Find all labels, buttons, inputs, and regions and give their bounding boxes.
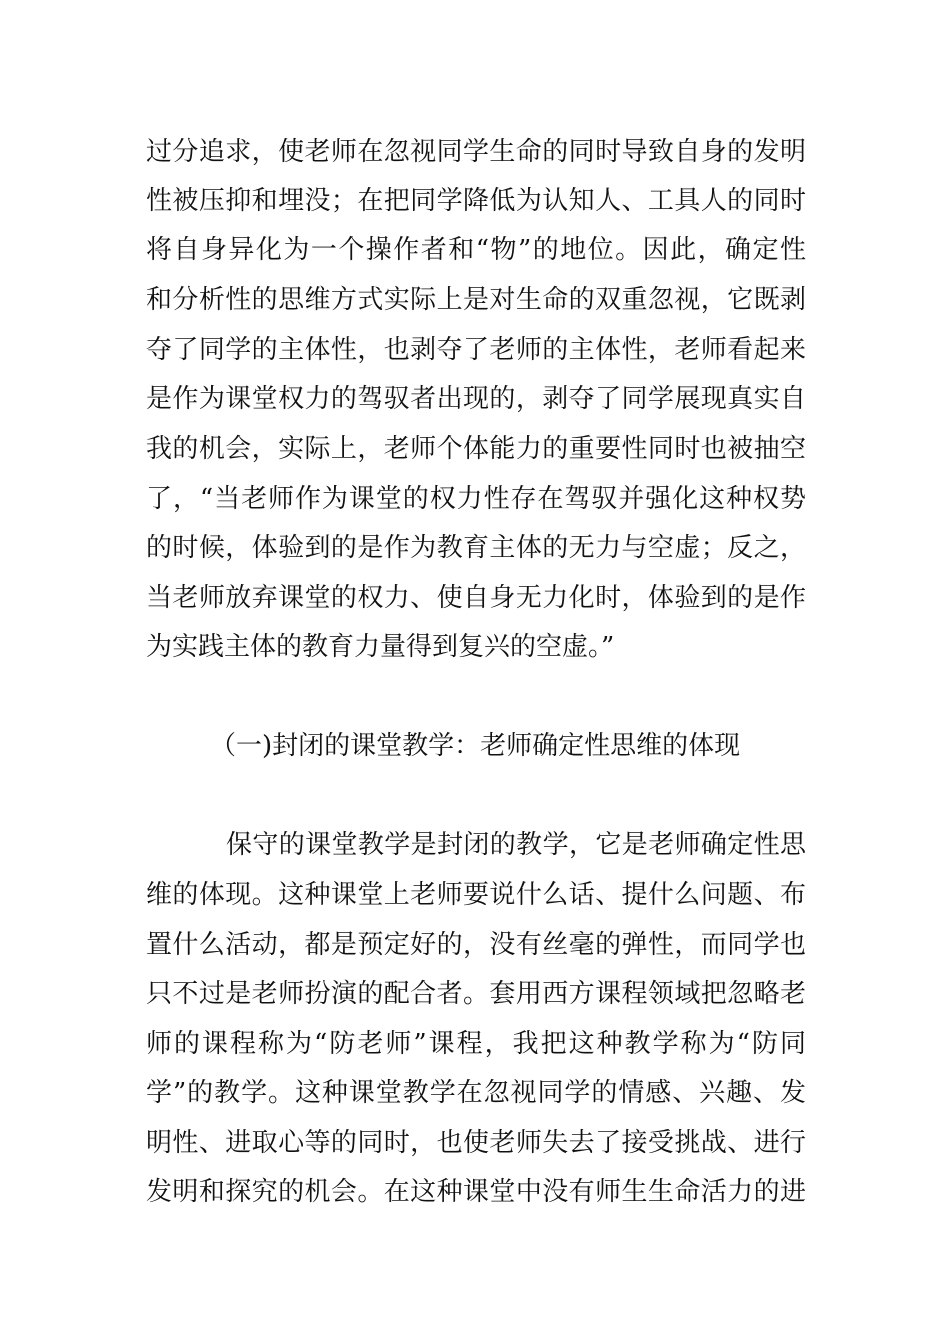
paragraph-1-line-6: 是作为课堂权力的驾驭者出现的，剥夺了同学展现真实自 [146, 384, 806, 414]
paragraph-1-line-5: 夺了同学的主体性，也剥夺了老师的主体性，老师看起来 [146, 335, 806, 365]
paragraph-2-line-1: 保守的课堂教学是封闭的教学，它是老师确定性思 [226, 830, 806, 860]
paragraph-2-line-3: 置什么活动，都是预定好的，没有丝毫的弹性，而同学也 [146, 930, 806, 960]
paragraph-2-line-6: 学”的教学。这种课堂教学在忽视同学的情感、兴趣、发 [146, 1078, 806, 1108]
paragraph-2-line-5: 师的课程称为“防老师”课程，我把这种教学称为“防同 [146, 1029, 806, 1059]
paragraph-2-line-2: 维的体现。这种课堂上老师要说什么话、提什么问题、布 [146, 880, 806, 910]
paragraph-1-line-7: 我的机会，实际上，老师个体能力的重要性同时也被抽空 [146, 434, 806, 464]
paragraph-1-line-8: 了，“当老师作为课堂的权力性存在驾驭并强化这种权势 [146, 484, 806, 514]
paragraph-1-line-9: 的时候，体验到的是作为教育主体的无力与空虚；反之， [146, 533, 806, 563]
paragraph-1-line-3: 将自身异化为一个操作者和“物”的地位。因此，确定性 [146, 235, 806, 265]
paragraph-1-line-11: 为实践主体的教育力量得到复兴的空虚。” [146, 632, 615, 662]
paragraph-1-line-1: 过分追求，使老师在忽视同学生命的同时导致自身的发明 [146, 137, 806, 167]
paragraph-1-line-4: 和分析性的思维方式实际上是对生命的双重忽视，它既剥 [146, 285, 806, 315]
paragraph-1-line-10: 当老师放弃课堂的权力、使自身无力化时，体验到的是作 [146, 583, 806, 613]
paragraph-1-line-2: 性被压抑和埋没；在把同学降低为认知人、工具人的同时 [146, 186, 806, 216]
paragraph-2-line-8: 发明和探究的机会。在这种课堂中没有师生生命活力的进 [146, 1177, 806, 1207]
section-heading: （一)封闭的课堂教学：老师确定性思维的体现 [210, 731, 741, 761]
paragraph-2-line-7: 明性、进取心等的同时，也使老师失去了接受挑战、进行 [146, 1128, 806, 1158]
paragraph-2-line-4: 只不过是老师扮演的配合者。套用西方课程领域把忽略老 [146, 979, 806, 1009]
